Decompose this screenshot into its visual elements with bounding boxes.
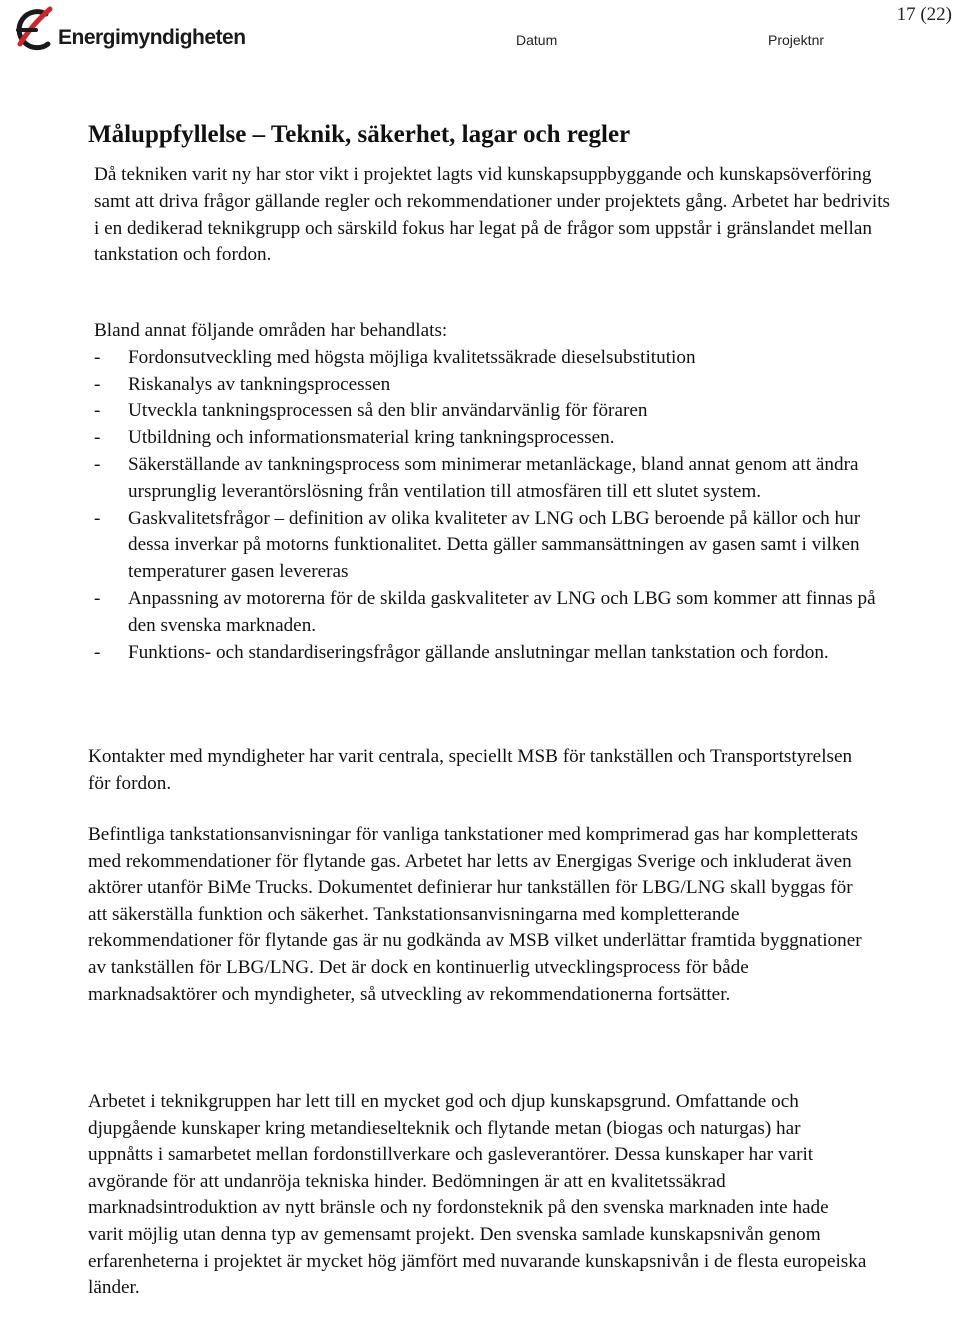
list-item-text: Gaskvalitetsfrågor – definition av olika kvaliteter av LNG och LBG beroende på källor och hur dessa inverkar på motorns funktionalitet. Detta gäller sammansättningen av gasen samt i vilken temperaturer gasen levereras <box>128 507 861 583</box>
list-dash: - <box>94 346 101 368</box>
list-item <box>94 640 894 667</box>
list-item-text: Riskanalys av tankningsprocessen <box>128 373 391 395</box>
list-item-text: Utbildning och informationsmaterial kring tankningsprocessen. <box>128 427 615 449</box>
list-item <box>94 372 894 399</box>
topics-list <box>94 345 894 667</box>
section-title: Måluppfyllelse – Teknik, säkerhet, lagar och regler <box>88 121 631 148</box>
list-dash: - <box>94 641 101 663</box>
list-item-text: Fordonsutveckling med högsta möjliga kvalitetssäkrade dieselsubstitution <box>128 346 696 368</box>
list-dash: - <box>94 427 101 449</box>
tech-group-paragraph: Arbetet i teknikgruppen har lett till en mycket god och djup kunskapsgrund. Omfattande och djupgående kunskaper kring metandieselteknik och flytande metan (biogas och naturgas) har uppnåtts i samarbetet mellan fordonstillverkare och gasleverantörer. Dessa kunskaper har varit avgörande för att undanröja tekniska hinder. Bedömningen är att en kvalitetssäkrad marknadsintroduktion av nytt bränsle och ny fordonsteknik på den svenska marknaden inte hade varit möjlig utan denna typ av gemensamt projekt. Den svenska samlade kunskapsnivån genom erfarenheterna i projektet är mycket hög jämfört med nuvarande kunskapsnivån i de flesta europeiska länder. <box>88 1091 867 1299</box>
list-dash: - <box>94 507 101 529</box>
list-item-text: Säkerställande av tankningsprocess som minimerar metanläckage, bland annat genom att ändra ursprunglig leverantörslösning från ventilation till atmosfären till ett slutet system. <box>128 453 859 502</box>
list-dash: - <box>94 373 101 395</box>
list-dash: - <box>94 587 101 609</box>
list-item <box>94 345 894 372</box>
page-header <box>0 0 960 60</box>
list-item-text: Anpassning av motorerna för de skilda gaskvaliteter av LNG och LBG som kommer att finnas på den svenska marknaden. <box>128 587 876 636</box>
list-item-text: Utveckla tankningsprocessen så den blir användarvänlig för föraren <box>128 400 648 422</box>
logo-mark-icon <box>6 6 58 56</box>
page-number: 17 (22) <box>896 4 952 25</box>
intro-paragraph-block <box>94 162 894 269</box>
list-dash: - <box>94 400 101 422</box>
list-item <box>94 586 894 640</box>
list-item <box>94 452 894 506</box>
energimyndigheten-logo <box>6 6 246 56</box>
list-item <box>94 398 894 425</box>
list-item <box>94 425 894 452</box>
list-item <box>94 506 894 586</box>
topics-block <box>94 318 894 666</box>
intro-paragraph: Då tekniken varit ny har stor vikt i projektet lagts vid kunskapsuppbyggande och kunskapsöverföring samt att driva frågor gällande regler och rekommendationer under projektets gång. Arbetet har bedrivits i en dedikerad teknikgrupp och särskild fokus har legat på de frågor som uppstår i gränslandet mellan tankstation och fordon. <box>94 164 890 266</box>
list-intro: Bland annat följande områden har behandlats: <box>94 320 448 341</box>
list-item-text: Funktions- och standardiseringsfrågor gällande anslutningar mellan tankstation och fordon. <box>128 641 829 663</box>
date-label: Datum <box>516 32 558 48</box>
logo-wordmark: Energimyndigheten <box>58 26 246 49</box>
station-guidelines-paragraph: Befintliga tankstationsanvisningar för vanliga tankstationer med komprimerad gas har kompletterats med rekommendationer för flytande gas. Arbetet har letts av Energigas Sverige och inkluderat även aktörer utanför BiMe Trucks. Dokumentet definierar hur tankställen för LBG/LNG skall byggas för att säkerställa funktion och säkerhet. Tankstationsanvisningarna med kompletterande rekommendationer för flytande gas är nu godkända av MSB vilket underlättar framtida byggnationer av tankställen för LBG/LNG. Det är dock en kontinuerlig utvecklingsprocess för både marknadsaktörer och myndigheter, så utveckling av rekommendationerna fortsätter. <box>88 824 862 1005</box>
authorities-paragraph: Kontakter med myndigheter har varit centrala, speciellt MSB för tankställen och Transportstyrelsen för fordon. <box>88 746 853 794</box>
project-number-label: Projektnr <box>768 32 825 48</box>
list-dash: - <box>94 453 101 475</box>
